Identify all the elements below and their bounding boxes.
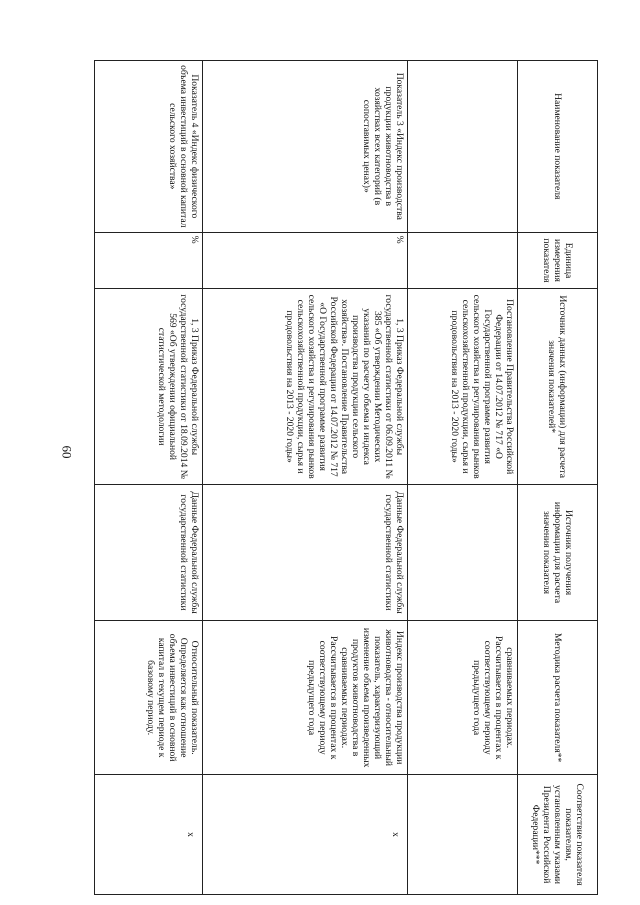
cell-unit: % <box>95 232 203 289</box>
page-number: 60 <box>59 445 75 459</box>
cell-method: Индекс производства продукции животноводства - относительный показатель, характеризующий изменение объема произведенных продуктов животноводства в сравниваемых периодах. Рассчитывается в процентах к соответствующему периоду предыдущего года <box>203 621 408 775</box>
table-row <box>408 61 518 895</box>
cell-method: сравниваемых периодах. Рассчитывается в процентах к соответствующему периоду предыдущего года <box>408 621 518 775</box>
header-decree-match: Соответствие показателя показателям, установленным указами Президента Российской Федерации*** <box>518 775 598 895</box>
header-info-source: Источник получения информации для расчета значения показателя <box>518 484 598 620</box>
document-rotated-container <box>95 60 598 895</box>
cell-info <box>408 484 518 620</box>
header-data-source: Источник данных (информации) для расчета значения показателей* <box>518 289 598 485</box>
table-row <box>95 61 203 895</box>
cell-source: 1, 3 Приказ Федеральной службы государственной статистики от 06.09.2011 № 385 «Об утверждении Методических указаний по расчету объема и индекса производства продукции сельского хозяйства». Постановление Правительства Российской Федерации от 14.07.2012 № 717 «О Государственной программе развития сельского хозяйства и регулирования рынков сельскохозяйственной продукции, сырья и продовольствия на 2013 - 2020 годы» <box>203 289 408 485</box>
cell-unit: % <box>203 232 408 289</box>
header-indicator-name: Наименование показателя <box>518 61 598 233</box>
cell-method: Относительный показатель. Определяется как отношение объема инвестиций в основной капитал в текущем периоде к базовому периоду. <box>95 621 203 775</box>
cell-name: Показатель 4 «Индекс физического объема инвестиций в основной капитал сельского хозяйства» <box>95 61 203 233</box>
cell-source: 1, 3 Приказ Федеральной службы государственной статистики от 18.09.2014 № 569 «Об утверждении официальной статистической методологии <box>95 289 203 485</box>
cell-match <box>408 775 518 895</box>
table-header-row <box>518 61 598 895</box>
cell-info: Данные Федеральной службы государственной статистики <box>95 484 203 620</box>
cell-name: Показатель 3 «Индекс производства продукции животноводства в хозяйствах всех категорий (в сопоставимых ценах)» <box>203 61 408 233</box>
indicators-table <box>94 60 598 895</box>
cell-name <box>408 61 518 233</box>
cell-info: Данные Федеральной службы государственной статистики <box>203 484 408 620</box>
table-row <box>203 61 408 895</box>
cell-match: x <box>95 775 203 895</box>
cell-unit <box>408 232 518 289</box>
cell-match: x <box>203 775 408 895</box>
header-unit: Единица измерения показателя <box>518 232 598 289</box>
cell-source: Постановление Правительства Российской Федерации от 14.07.2012 № 717 «О Государственной программе развития сельского хозяйства и регулирования рынков сельскохозяйственной продукции, сырья и продовольствия на 2013 - 2020 годы» <box>408 289 518 485</box>
header-method: Методика расчета показателя** <box>518 621 598 775</box>
